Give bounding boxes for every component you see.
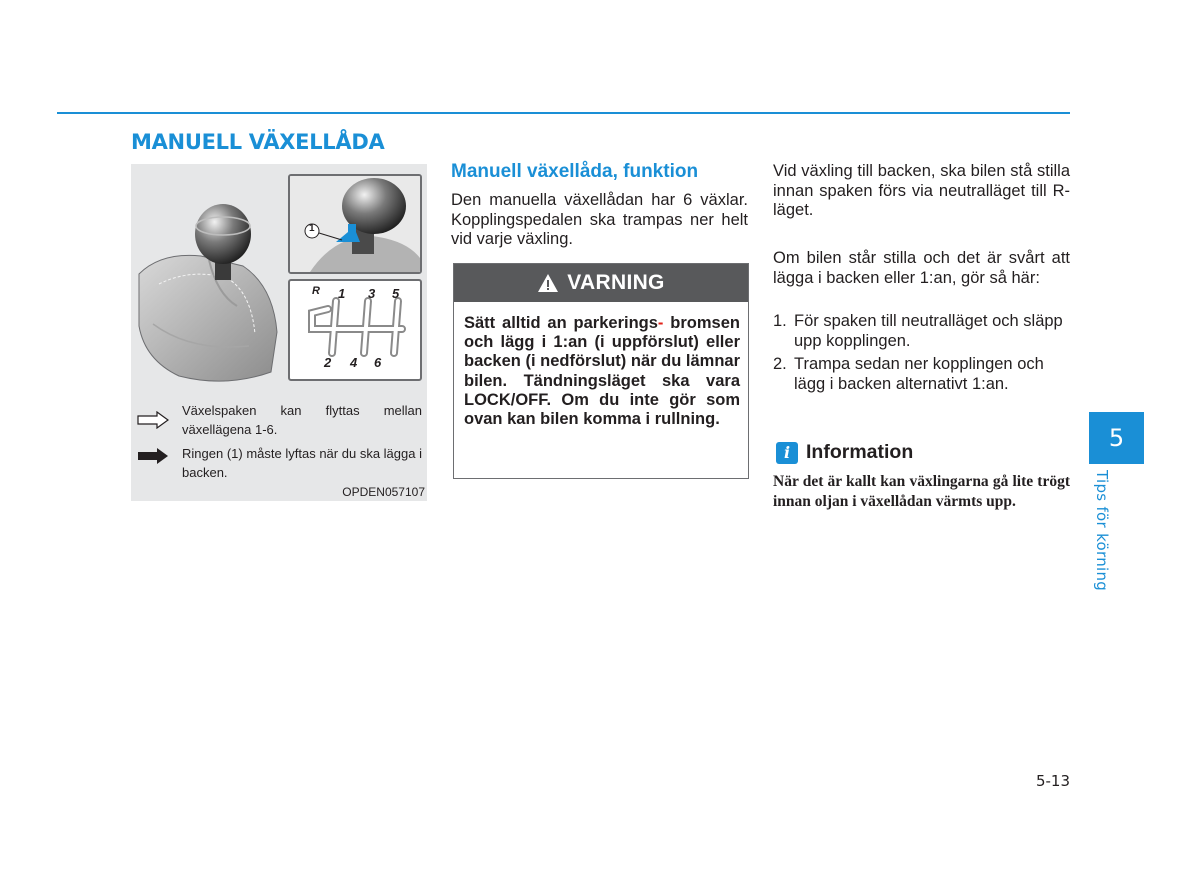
gear-shift-figure bbox=[131, 164, 427, 501]
info-heading bbox=[776, 441, 913, 464]
chapter-number: 5 bbox=[1108, 424, 1125, 452]
ring-callout-number: 1 bbox=[309, 223, 315, 234]
gear-label-2: 2 bbox=[324, 355, 332, 370]
gear-label-3: 3 bbox=[368, 286, 376, 301]
subsection-heading: Manuell växellåda, funktion bbox=[451, 161, 699, 182]
legend-text: Växelspaken kan flyttas mellan växellägena 1-6. bbox=[182, 403, 422, 437]
warning-triangle-icon bbox=[537, 273, 559, 293]
gear-label-reverse: R bbox=[312, 285, 320, 297]
line-break-hyphen: - bbox=[657, 314, 664, 332]
top-rule bbox=[57, 112, 1070, 114]
info-title: Information bbox=[806, 441, 914, 463]
gear-label-6: 6 bbox=[374, 355, 382, 370]
gear-lever-illustration bbox=[131, 164, 286, 389]
info-icon: i bbox=[776, 442, 798, 464]
body-paragraph: Om bilen står stilla och det är svårt att lägga i backen eller 1:an, gör så här: bbox=[773, 249, 1070, 287]
chapter-label: Tips för körning bbox=[1093, 470, 1111, 592]
solid-arrow-icon bbox=[137, 447, 169, 465]
steps-list bbox=[773, 312, 1070, 398]
warning-box bbox=[453, 263, 749, 479]
body-paragraph: Vid växling till backen, ska bilen stå stilla innan spaken förs via neutralläget till R-läget. bbox=[773, 162, 1070, 219]
body-paragraph: Den manuella växellådan har 6 växlar. Kopplingspedalen ska trampas ner helt vid varje växling. bbox=[451, 191, 748, 248]
step-text: För spaken till neutralläget och släpp upp kopplingen. bbox=[794, 312, 1063, 350]
page-number: 5-13 bbox=[1035, 772, 1070, 790]
list-item bbox=[773, 312, 1070, 351]
section-title: MANUELL VÄXELLÅDA bbox=[131, 130, 385, 154]
info-text: När det är kallt kan växlingarna gå lite trögt innan oljan i växellådan värmts upp. bbox=[773, 473, 1070, 510]
warning-text bbox=[464, 314, 740, 429]
legend-text: Ringen (1) måste lyftas när du ska lägga i backen. bbox=[182, 446, 422, 480]
gear-label-4: 4 bbox=[350, 355, 358, 370]
step-number: 2. bbox=[773, 355, 787, 373]
shift-pattern-inset bbox=[288, 279, 422, 381]
step-number: 1. bbox=[773, 312, 787, 330]
warning-text-part: bromsen och lägg i 1:an (i uppförslut) eller backen (i nedförslut) när du lämnar bilen. Tändningsläget ska vara LOCK/OFF. Om du inte gör som ovan kan bilen komma i rullning. bbox=[464, 314, 740, 429]
gear-label-5: 5 bbox=[392, 286, 400, 301]
hollow-arrow-icon bbox=[137, 411, 169, 429]
warning-title: VARNING bbox=[567, 271, 665, 294]
chapter-tab bbox=[1089, 412, 1144, 464]
step-text: Trampa sedan ner kopplingen och lägg i backen alternativt 1:an. bbox=[794, 355, 1044, 393]
figure-code: OPDEN057107 bbox=[342, 485, 425, 499]
gear-label-1: 1 bbox=[338, 286, 346, 301]
warning-header bbox=[454, 264, 748, 302]
warning-text-part: Sätt alltid an parkerings bbox=[464, 314, 658, 332]
list-item bbox=[773, 355, 1070, 394]
ring-lift-inset bbox=[288, 174, 422, 274]
